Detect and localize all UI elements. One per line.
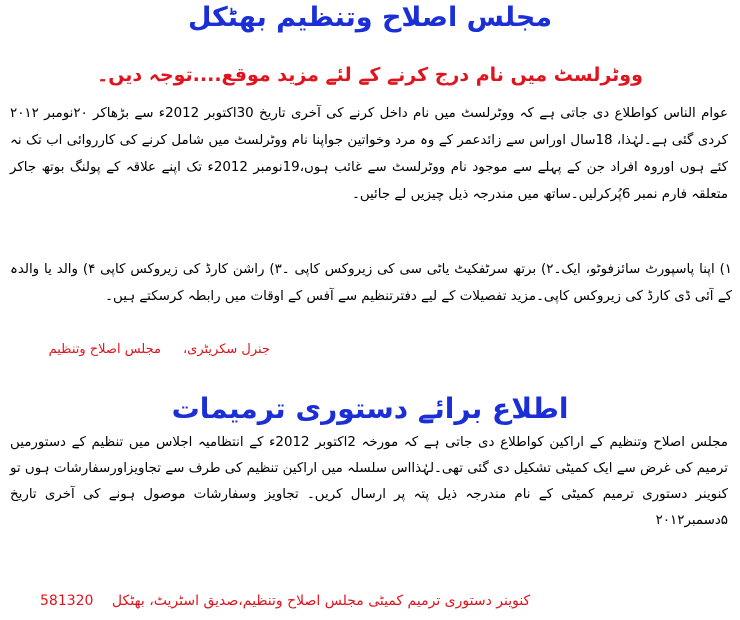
contact-footer [40, 593, 530, 609]
signature-org: مجلس اصلاح وتنظیم [48, 342, 161, 357]
voter-list-subtitle: ووٹرلسٹ میں نام درج کرنے کے لئے مزید موقع....توجہ دیں۔ [97, 64, 643, 86]
page-title: مجلس اصلاح وتنظیم بھٹکل [187, 2, 553, 33]
required-documents-paragraph: ۱) اپنا پاسپورٹ سائزفوٹو، ایک۔۲) برتھ سرٹفکیٹ یاٹی سی کی زیروکس کاپی ۔۳) راشن کارڈ کی زیروکس کاپی ۴) والد یا والدہ کے آئی ڈی کارڈ کی زیروکس کاپی۔مزید تفصیلات کے لیے دفترتنظیم سے آفس کے اوقات میں رابطہ کرسکتے ہیں۔ [10, 262, 732, 304]
signature [27, 342, 270, 357]
signature-role: جنرل سکریٹری، [182, 342, 270, 357]
phone-number: 581320 [40, 593, 94, 609]
voter-list-paragraph: عوام الناس کواطلاع دی جاتی ہے کہ ووٹرلسٹ میں نام داخل کرنے کی آخری تاریخ 30اکتوبر 2012ء سے بڑھاکر ۲۰نومبر ۲۰۱۲ کردی گئی ہے۔لہٰذا، 18سال اوراس سے زائدعمر کے وہ مرد وخواتین جواپنا نام ووٹرلسٹ میں شامل کرنے کی کارروائی اب تک نہ کئے ہوں اوروہ افراد جن کے پہلے سے موجود نام ووٹرلسٹ سے غائب ہوں،19نومبر 2012ء تک اپنے علاقہ کے پولنگ بوتھ جاکر متعلقہ فارم نمبر 6پُرکرلیں۔ساتھ میں مندرجہ ذیل چیزیں لے جائیں۔ [10, 106, 728, 202]
contact-address: کنوینر دستوری ترمیم کمیٹی مجلس اصلاح وتنظیم،صدیق اسٹریٹ، بھٹکل [111, 593, 531, 609]
amendments-paragraph: مجلس اصلاح وتنظیم کے اراکین کواطلاع دی جاتی ہے کہ مورخہ 2اکتوبر 2012ء کے انتظامیہ اجلاس میں تنظیم کے دستورمیں ترمیم کی غرض سے ایک کمیٹی تشکیل دی گئی تھی۔لہٰذااس سلسلہ میں اراکین تنظیم کی طرف سے تجاویزاورسفارشات ہوں تو کنوینر دستوری ترمیم کمیٹی کے نام مندرجہ ذیل پتہ پر ارسال کریں۔ تجاویز وسفارشات موصول ہونے کی آخری تاریخ ۵دسمبر۲۰۱۲ [10, 435, 728, 528]
amendments-title: اطلاع برائے دستوری ترمیمات [171, 392, 569, 425]
